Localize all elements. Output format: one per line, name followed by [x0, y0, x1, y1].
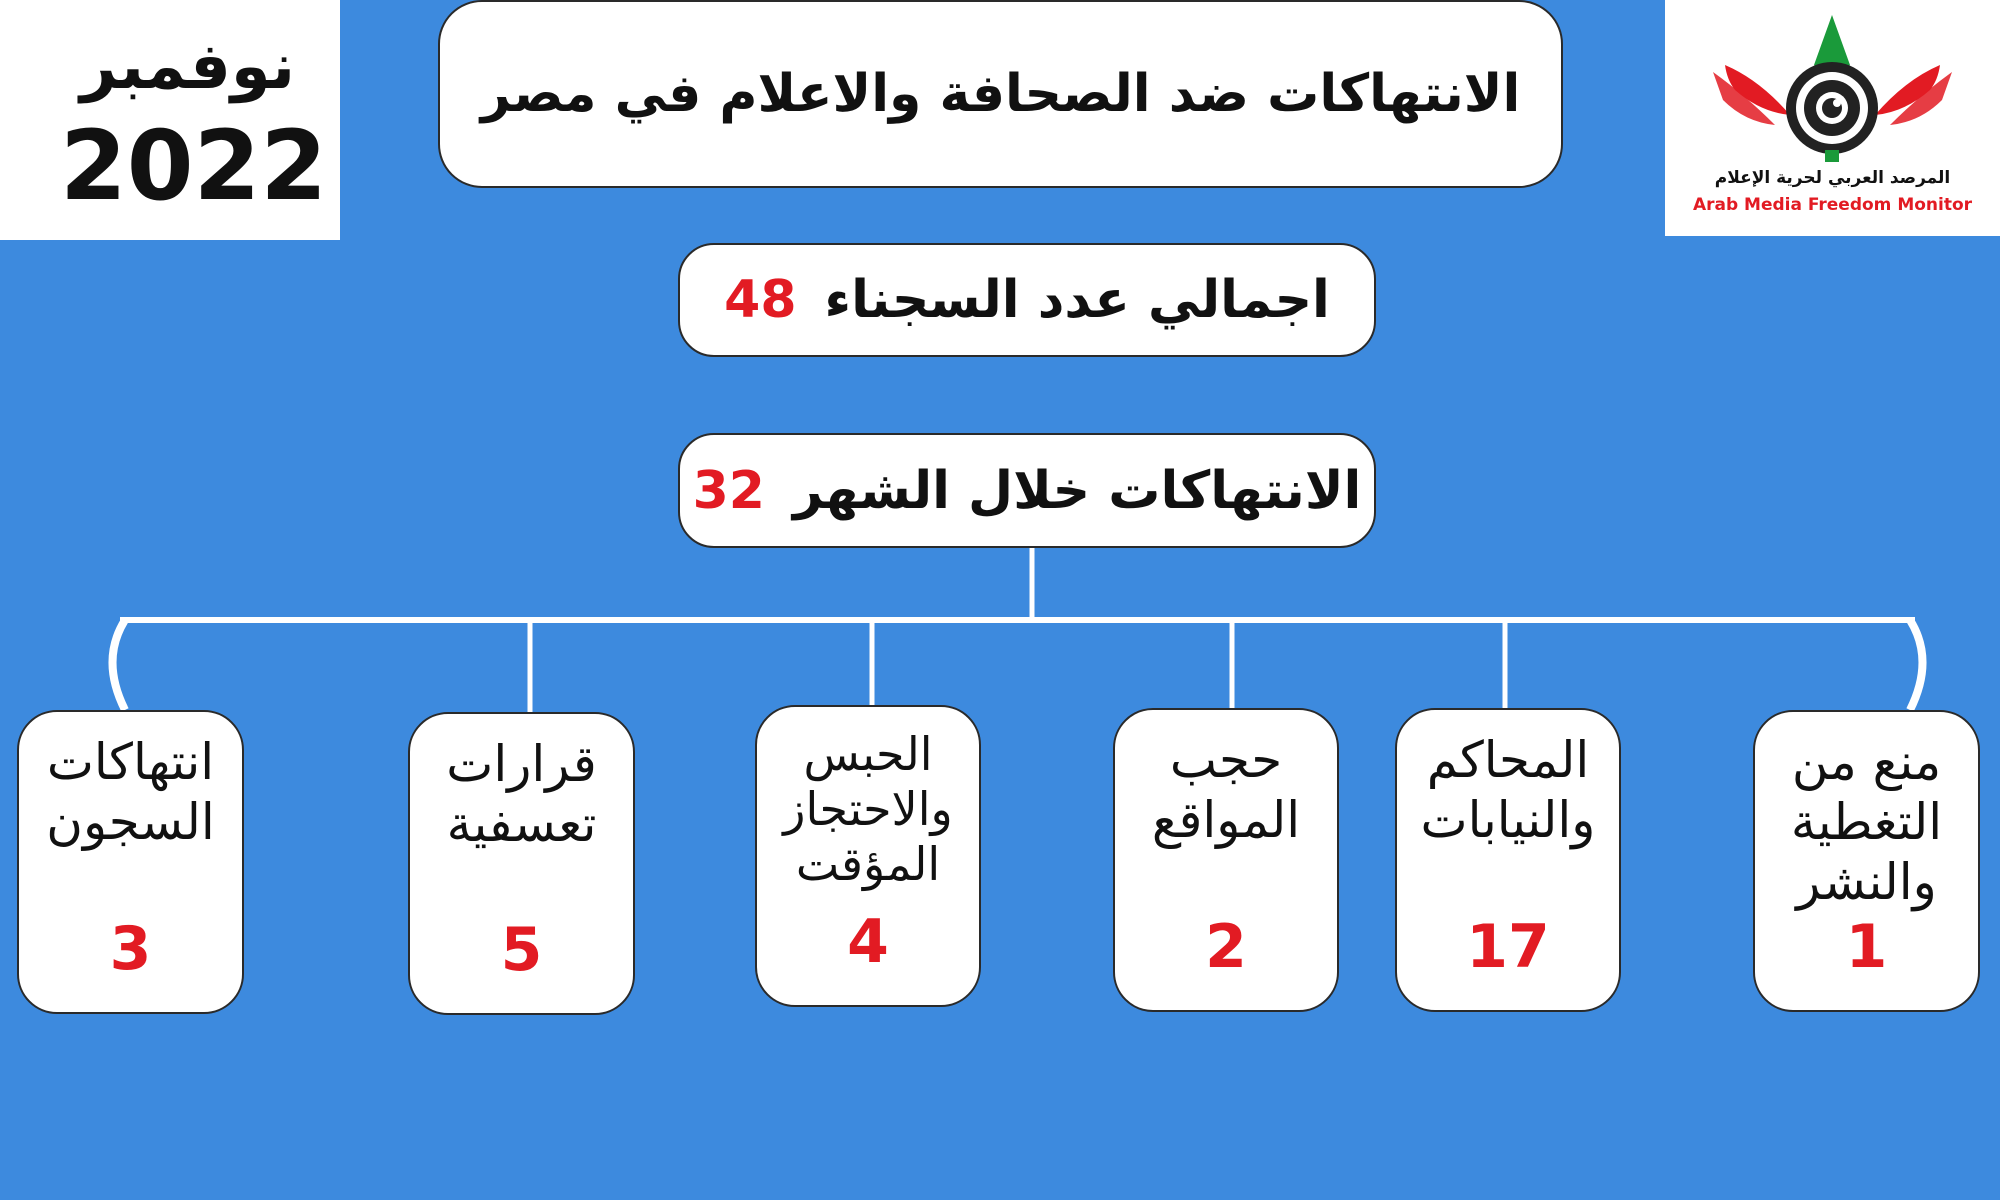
category-arbitrary-decisions — [408, 712, 635, 1015]
violations-value: 32 — [692, 460, 765, 521]
date-month: نوفمبر — [80, 30, 295, 104]
logo-emblem-icon — [1665, 0, 2000, 165]
prisoners-label: اجمالي عدد السجناء — [824, 270, 1330, 330]
category-website-blocking — [1113, 708, 1339, 1012]
category-label: الحبس والاحتجاز المؤقت — [783, 727, 953, 892]
category-label: انتهاكات السجون — [46, 733, 215, 851]
category-courts — [1395, 708, 1621, 1012]
date-panel — [0, 0, 340, 240]
category-value: 3 — [109, 914, 152, 984]
logo — [1665, 0, 2000, 236]
category-value: 2 — [1205, 912, 1247, 982]
category-value: 4 — [847, 907, 889, 977]
violations-stat — [678, 433, 1376, 548]
connector-right-curve — [1910, 620, 1923, 710]
category-label: المحاكم والنيابات — [1420, 731, 1596, 849]
logo-arabic-name: المرصد العربي لحرية الإعلام — [1714, 168, 1951, 188]
connector-left-curve — [113, 620, 126, 710]
category-label: قرارات تعسفية — [446, 735, 597, 853]
category-value: 1 — [1845, 912, 1888, 982]
prisoners-stat — [678, 243, 1376, 357]
category-value: 5 — [500, 915, 543, 985]
category-detention — [755, 705, 981, 1007]
violations-label: الانتهاكات خلال الشهر — [792, 460, 1362, 521]
page-title: الانتهاكات ضد الصحافة والاعلام في مصر — [438, 0, 1563, 188]
category-label: منع من التغطية والنشر — [1790, 733, 1943, 911]
category-value: 17 — [1466, 912, 1550, 982]
prisoners-value: 48 — [724, 270, 797, 330]
category-coverage-ban — [1753, 710, 1980, 1012]
category-prison-violations — [17, 710, 244, 1014]
category-label: حجب المواقع — [1151, 731, 1301, 849]
logo-english-name: Arab Media Freedom Monitor — [1692, 195, 1973, 215]
date-year: 2022 — [60, 110, 328, 222]
